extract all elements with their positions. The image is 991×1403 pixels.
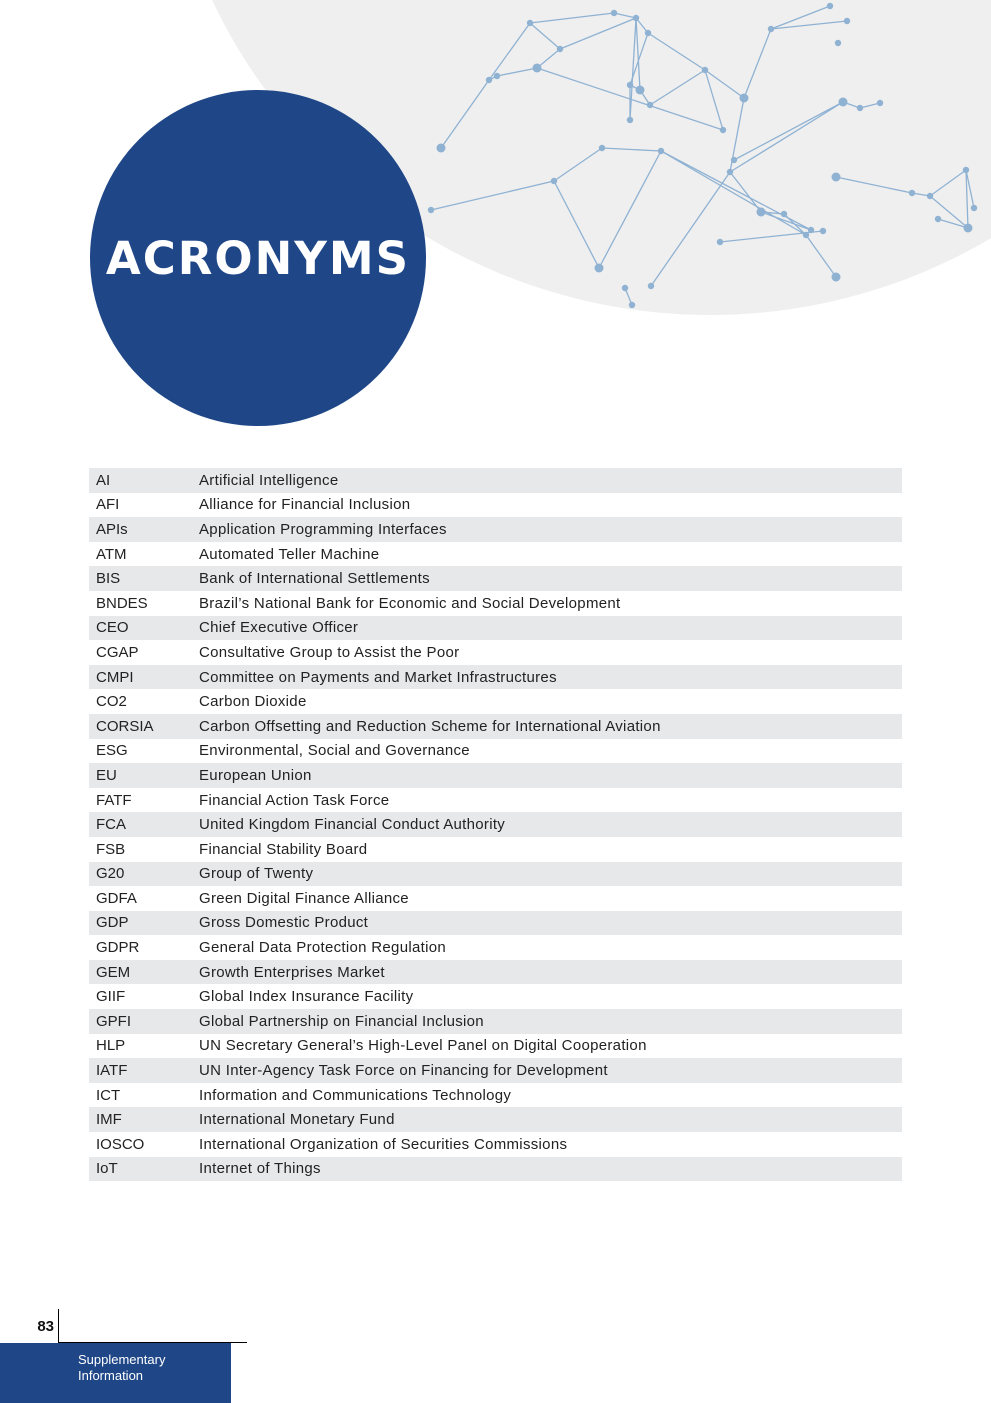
acronym-abbr: ICT [96,1086,121,1104]
network-link [530,23,560,49]
network-link [560,18,636,49]
acronym-abbr: CGAP [96,643,139,661]
acronym-definition: Global Index Insurance Facility [199,988,414,1006]
network-link [744,29,771,98]
network-link [806,235,836,277]
footer-section-label [78,1352,218,1384]
table-row [89,517,902,542]
network-node [647,102,653,108]
table-row [89,1083,902,1108]
table-row [89,837,902,862]
table-row [89,960,902,985]
acronym-definition: Internet of Things [199,1160,321,1178]
acronym-table [89,468,902,1181]
network-node [820,228,826,234]
acronym-abbr: HLP [96,1037,126,1055]
page-number: 83 [37,1318,54,1335]
page-title: ACRONYMS [105,231,411,285]
network-link [930,196,968,228]
network-node [803,232,809,238]
table-row [89,616,902,641]
acronym-definition: Gross Domestic Product [199,914,369,932]
network-node [808,227,814,233]
network-node [927,193,933,199]
network-link [836,177,912,193]
network-link [734,102,843,160]
network-node [636,86,645,95]
acronym-abbr: GDP [96,914,129,932]
footer-section-line1: Supplementary [78,1352,166,1367]
table-row [89,468,902,493]
network-node [428,207,434,213]
network-link [650,70,705,105]
table-row [89,640,902,665]
network-node [963,167,969,173]
network-link [599,151,661,268]
table-row [89,1132,902,1157]
network-link [441,80,489,148]
network-link [530,13,614,23]
network-node [857,105,863,111]
network-node [877,100,883,106]
acronym-definition: Chief Executive Officer [199,619,359,637]
network-node [832,273,841,282]
network-link [730,102,843,172]
acronym-definition: International Monetary Fund [199,1111,395,1129]
table-row [89,1009,902,1034]
network-node [645,30,651,36]
acronym-definition: United Kingdom Financial Conduct Authority [199,816,506,834]
acronym-abbr: G20 [96,865,125,883]
acronym-abbr: BNDES [96,594,148,612]
network-link [554,181,599,268]
acronym-definition: International Organization of Securities Commissions [199,1135,568,1153]
table-row [89,788,902,813]
acronym-definition: Green Digital Finance Alliance [199,889,409,907]
acronym-definition: Application Programming Interfaces [199,520,447,538]
acronym-abbr: ATM [96,545,127,563]
acronym-abbr: BIS [96,570,121,588]
network-node [768,26,774,32]
network-node [658,148,664,154]
table-row [89,911,902,936]
table-row [89,665,902,690]
acronym-definition: Artificial Intelligence [199,471,339,489]
acronym-abbr: GDPR [96,939,140,957]
network-node [839,98,848,107]
network-link [489,23,530,80]
network-node [835,40,841,46]
table-row [89,542,902,567]
acronym-abbr: IMF [96,1111,122,1129]
acronym-abbr: CMPI [96,668,134,686]
table-row [89,591,902,616]
network-node [494,73,500,79]
network-node [727,169,733,175]
network-node [437,144,446,153]
acronym-definition: General Data Protection Regulation [199,939,447,957]
acronym-definition: UN Secretary General’s High-Level Panel on Digital Cooperation [199,1037,647,1055]
network-link [705,70,723,130]
network-link [431,181,554,210]
network-node [627,117,633,123]
network-link [636,18,640,90]
network-link [648,33,705,70]
network-link [602,148,661,151]
acronym-abbr: AFI [96,496,120,514]
acronym-definition: Brazil’s National Bank for Economic and Social Development [199,594,621,612]
network-link [614,13,636,18]
acronym-definition: Information and Communications Technology [199,1086,512,1104]
acronym-abbr: CEO [96,619,129,637]
acronym-abbr: IoT [96,1160,118,1178]
table-row [89,739,902,764]
acronym-abbr: EU [96,766,117,784]
table-row [89,1058,902,1083]
acronym-definition: Growth Enterprises Market [199,963,385,981]
network-node [627,82,633,88]
network-node [720,127,726,133]
network-node [757,208,766,217]
network-node [832,173,841,182]
acronym-definition: Global Partnership on Financial Inclusion [199,1012,484,1030]
acronym-abbr: APIs [96,520,128,538]
acronym-abbr: GDFA [96,889,137,907]
acronym-definition: Financial Action Task Force [199,791,390,809]
acronym-abbr: FCA [96,816,126,834]
network-node [551,178,557,184]
footer-section-line2: Information [78,1368,144,1383]
acronym-abbr: AI [96,471,111,489]
table-row [89,1107,902,1132]
table-row [89,714,902,739]
network-node [557,46,563,52]
acronym-definition: Bank of International Settlements [199,570,430,588]
acronym-abbr: FSB [96,840,126,858]
table-row [89,566,902,591]
acronym-definition: Alliance for Financial Inclusion [199,496,411,514]
acronym-abbr: GPFI [96,1012,132,1030]
table-row [89,984,902,1009]
table-row [89,935,902,960]
acronym-abbr: CO2 [96,693,127,711]
network-link [930,170,966,196]
network-node [533,64,542,73]
acronym-abbr: FATF [96,791,132,809]
network-node [633,15,639,21]
acronym-definition: Environmental, Social and Governance [199,742,470,760]
network-node [740,94,749,103]
network-node [527,20,533,26]
title-circle [90,90,426,426]
network-node [611,10,617,16]
network-link [497,68,537,76]
network-link [661,151,806,235]
acronym-definition: Financial Stability Board [199,840,368,858]
network-link [705,70,744,98]
table-row [89,689,902,714]
network-link [651,172,730,286]
network-link [554,148,602,181]
acronym-abbr: GIIF [96,988,126,1006]
acronym-abbr: ESG [96,742,128,760]
network-node [971,205,977,211]
network-node [935,216,941,222]
table-row [89,812,902,837]
acronym-definition: Consultative Group to Assist the Poor [199,643,460,661]
network-node [964,224,973,233]
network-node [827,3,833,9]
acronym-definition: Automated Teller Machine [199,545,380,563]
network-node [781,211,787,217]
acronym-abbr: GEM [96,963,131,981]
network-node [486,77,492,83]
network-node [648,283,654,289]
table-row [89,763,902,788]
table-row [89,862,902,887]
network-node [844,18,850,24]
acronym-definition: Group of Twenty [199,865,314,883]
network-node [731,157,737,163]
acronym-abbr: IATF [96,1062,128,1080]
acronym-definition: Carbon Offsetting and Reduction Scheme for International Aviation [199,717,661,735]
network-node [629,302,635,308]
acronym-abbr: CORSIA [96,717,154,735]
table-row [89,1034,902,1059]
network-node [909,190,915,196]
table-row [89,886,902,911]
network-node [595,264,604,273]
acronym-definition: Committee on Payments and Market Infrastructures [199,668,557,686]
network-node [622,285,628,291]
table-row [89,1157,902,1182]
acronym-abbr: IOSCO [96,1135,145,1153]
network-node [702,67,708,73]
network-link [661,151,811,230]
network-node [599,145,605,151]
network-node [717,239,723,245]
acronym-definition: Carbon Dioxide [199,693,307,711]
acronym-definition: UN Inter-Agency Task Force on Financing for Development [199,1062,608,1080]
acronym-definition: European Union [199,766,312,784]
table-row [89,493,902,518]
